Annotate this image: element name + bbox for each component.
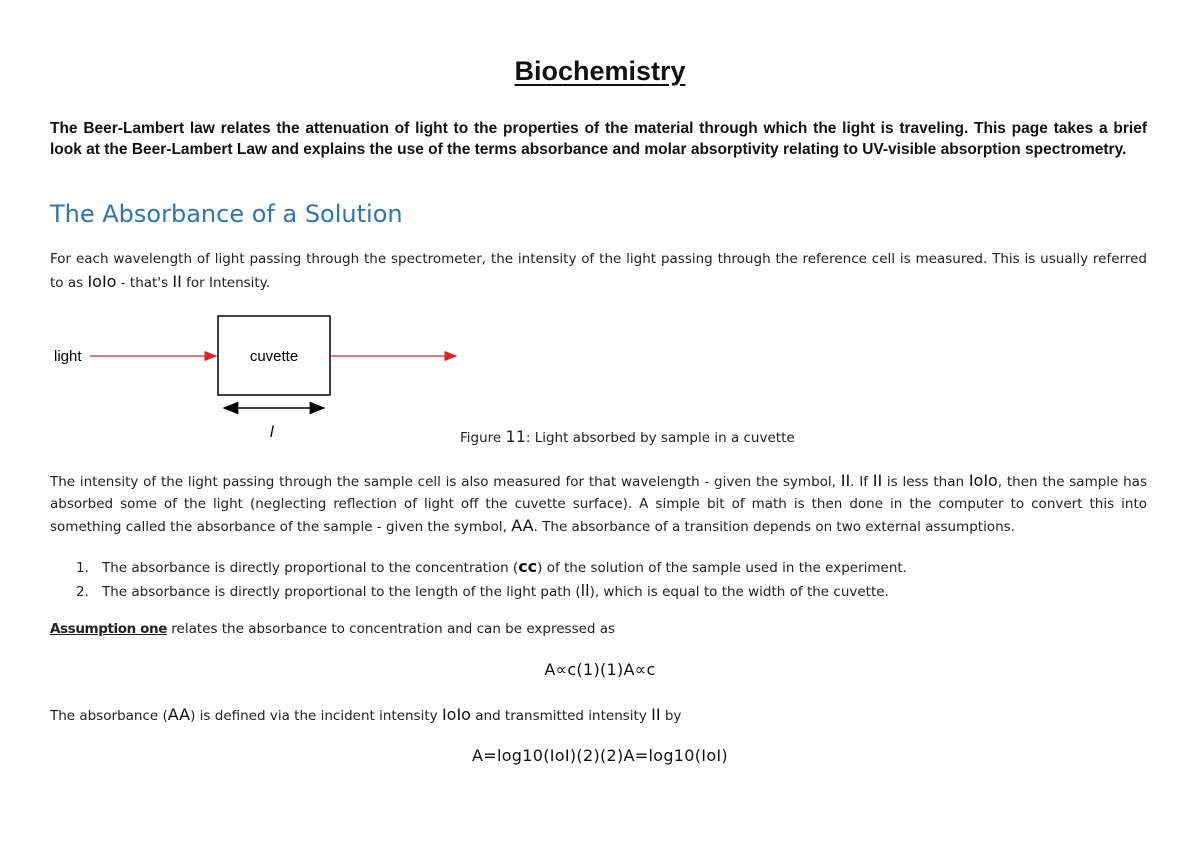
intro-paragraph: The Beer-Lambert law relates the attenuation of light to the properties of the material through which the light is traveling. This page takes a brief look at the Beer-Lambert Law and explains the use of the terms absorbance and molar absorptivity relating to UV-visible absorption spectrometry. bbox=[50, 120, 1147, 158]
cuvette-figure bbox=[40, 305, 480, 445]
equation-1: A∝c(1)(1)A∝c bbox=[544, 660, 656, 679]
assumptions-list bbox=[76, 555, 907, 603]
text-run: for Intensity. bbox=[181, 274, 271, 291]
text-run: The absorbance is directly proportional to the length of the light path ( bbox=[102, 584, 581, 600]
list-number: 1. bbox=[76, 560, 89, 576]
text-run: is less than bbox=[882, 474, 969, 490]
list-item bbox=[76, 555, 907, 579]
caption-prefix: Figure bbox=[460, 430, 506, 446]
section-heading: The Absorbance of a Solution bbox=[50, 200, 403, 228]
text-run: The absorbance is directly proportional to the concentration ( bbox=[102, 560, 519, 576]
text-run: . If bbox=[850, 474, 873, 490]
caption-text: : Light absorbed by sample in a cuvette bbox=[525, 430, 795, 446]
paragraph-sample-intensity bbox=[50, 470, 1147, 539]
cuvette-diagram bbox=[40, 305, 480, 445]
text-run: and transmitted intensity bbox=[470, 708, 652, 724]
symbol-l: ll bbox=[580, 581, 590, 600]
symbol-a: AA bbox=[511, 516, 534, 535]
symbol-i: II bbox=[840, 471, 851, 490]
symbol-io: IoIo bbox=[441, 705, 471, 724]
symbol-io: IoIo bbox=[87, 271, 117, 291]
caption-number: 11 bbox=[505, 427, 526, 446]
equation-2: A=log10(IoI)(2)(2)A=log10(IoI) bbox=[472, 746, 728, 765]
text-run: . The absorbance of a transition depends on two external assumptions. bbox=[533, 519, 1015, 535]
text-run: ) of the solution of the sample used in the experiment. bbox=[537, 560, 907, 576]
text-run: The absorbance ( bbox=[50, 708, 168, 724]
symbol-i: II bbox=[172, 271, 182, 291]
text-run: , then the sample has absorbed some of the light (neglecting reflection of light off the cuvette surface). A simple bit of math is then done in the computer to convert this into something called the absorbance of the sample - given the symbol, bbox=[50, 474, 1147, 535]
assumption-one-line bbox=[50, 621, 615, 637]
path-length-label: l bbox=[270, 424, 274, 441]
assumption-highlight: Assumption one bbox=[50, 621, 167, 637]
list-number: 2. bbox=[76, 584, 89, 600]
paragraph-reference-intensity bbox=[50, 249, 1147, 294]
symbol-io: IoIo bbox=[968, 471, 998, 490]
text-run: ) is defined via the incident intensity bbox=[190, 708, 442, 724]
symbol-a: AA bbox=[167, 705, 191, 724]
text-run: ), which is equal to the width of the cuvette. bbox=[589, 584, 889, 600]
cuvette-label: cuvette bbox=[249, 348, 299, 365]
text-run: For each wavelength of light passing through the spectrometer, the intensity of the light passing through the reference cell is measured. This is usually referred to as bbox=[50, 251, 1147, 291]
text-run: - that's bbox=[116, 274, 173, 291]
light-label: light bbox=[54, 348, 82, 365]
symbol-i: II bbox=[651, 705, 661, 724]
list-item bbox=[76, 579, 907, 603]
symbol-i: II bbox=[872, 471, 883, 490]
page-title: Biochemistry bbox=[514, 56, 686, 86]
symbol-c: cc bbox=[518, 557, 538, 576]
absorbance-definition bbox=[50, 705, 681, 724]
text-run: relates the absorbance to concentration and can be expressed as bbox=[166, 621, 616, 637]
figure-caption bbox=[460, 427, 795, 446]
text-run: The intensity of the light passing through the sample cell is also measured for that wavelength - given the symbol, bbox=[50, 474, 841, 490]
text-run: by bbox=[660, 708, 682, 724]
